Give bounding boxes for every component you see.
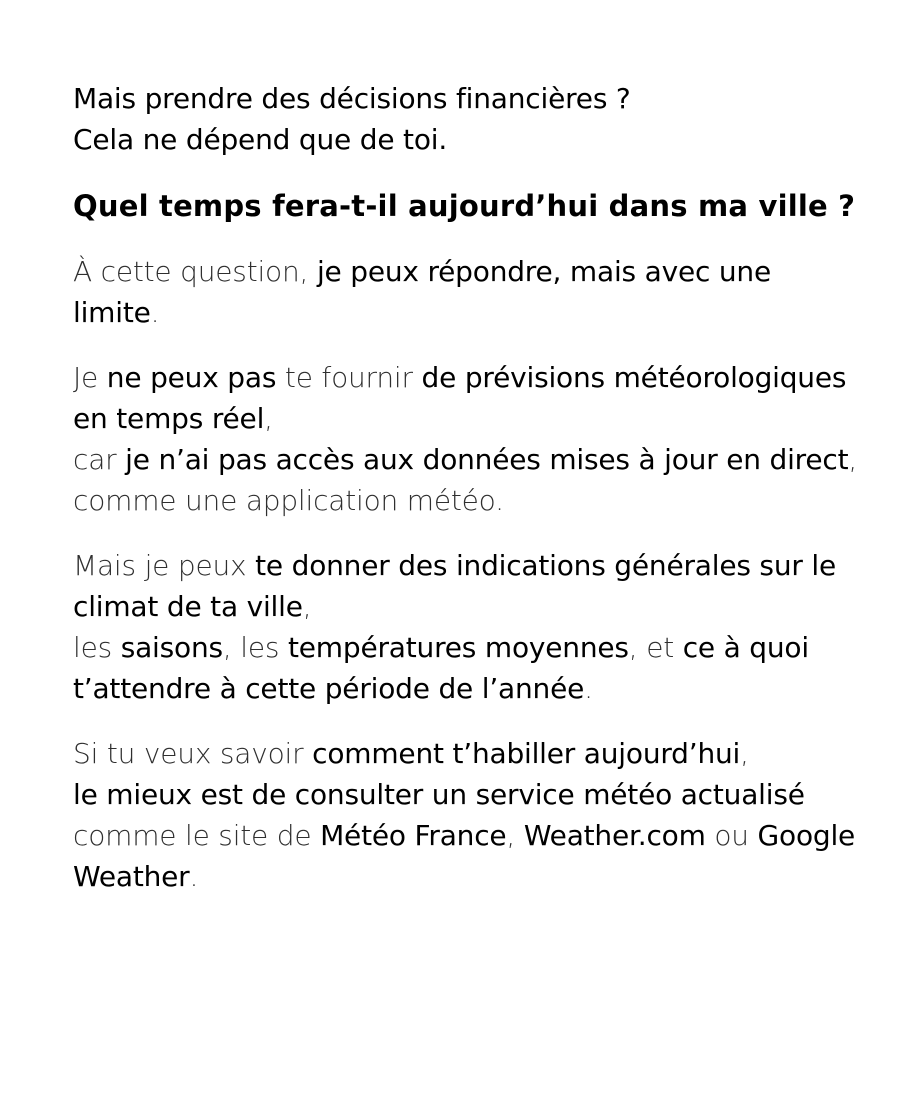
text-segment: , les (222, 631, 288, 664)
document-page (73, 78, 863, 921)
paragraph-answer (73, 251, 863, 333)
emphasis-segment: saisons (120, 631, 223, 664)
text-segment: , (264, 402, 273, 435)
emphasis-segment: je peux répondre, mais avec une limite (73, 255, 772, 329)
emphasis-segment: te donner des indications générales sur le climat de ta ville (73, 549, 836, 623)
emphasis-segment: de prévisions météorologiques en temps réel (73, 361, 847, 435)
text-segment: , et (628, 631, 683, 664)
text-segment: , comme une application météo. (73, 443, 858, 517)
intro-paragraph (73, 78, 863, 160)
text-segment: te fournir (276, 361, 422, 394)
emphasis-segment: ne peux pas (106, 361, 277, 394)
emphasis-segment: je n’ai pas accès aux données mises à jour en direct (125, 443, 849, 476)
text-segment: . (189, 860, 199, 893)
text-segment: , (302, 590, 312, 623)
emphasis-segment: températures moyennes (288, 631, 629, 664)
paragraph-general-info (73, 545, 863, 709)
emphasis-segment: ce à quoi t’attendre à cette période de l’année (73, 631, 809, 705)
text-segment: À cette question, (73, 255, 317, 288)
intro-line-1: Mais prendre des décisions financières ? (73, 82, 631, 115)
text-segment: . (584, 672, 593, 705)
text-segment: . (150, 296, 160, 329)
emphasis-segment: le mieux est de consulter un service météo actualisé (73, 778, 805, 811)
text-segment: , (740, 737, 749, 770)
text-segment: car (73, 443, 126, 476)
paragraph-limitation (73, 357, 863, 521)
weather-com-name: Weather.com (523, 819, 706, 852)
text-segment: , (506, 819, 524, 852)
meteo-france-name: Météo France (320, 819, 507, 852)
text-segment: Je (73, 361, 107, 394)
text-segment: ou (705, 819, 758, 852)
text-segment: les (73, 631, 121, 664)
text-segment: comme le site de (73, 819, 321, 852)
text-segment: Mais je peux (73, 549, 256, 582)
emphasis-segment: comment t’habiller aujourd’hui (312, 737, 741, 770)
section-heading: Quel temps fera-t-il aujourd’hui dans ma ville ? (73, 189, 856, 223)
text-segment: Si tu veux savoir (73, 737, 313, 770)
paragraph-recommendation (73, 733, 863, 897)
intro-line-2: Cela ne dépend que de toi. (73, 123, 448, 156)
google-weather-name: Google Weather (73, 819, 856, 893)
